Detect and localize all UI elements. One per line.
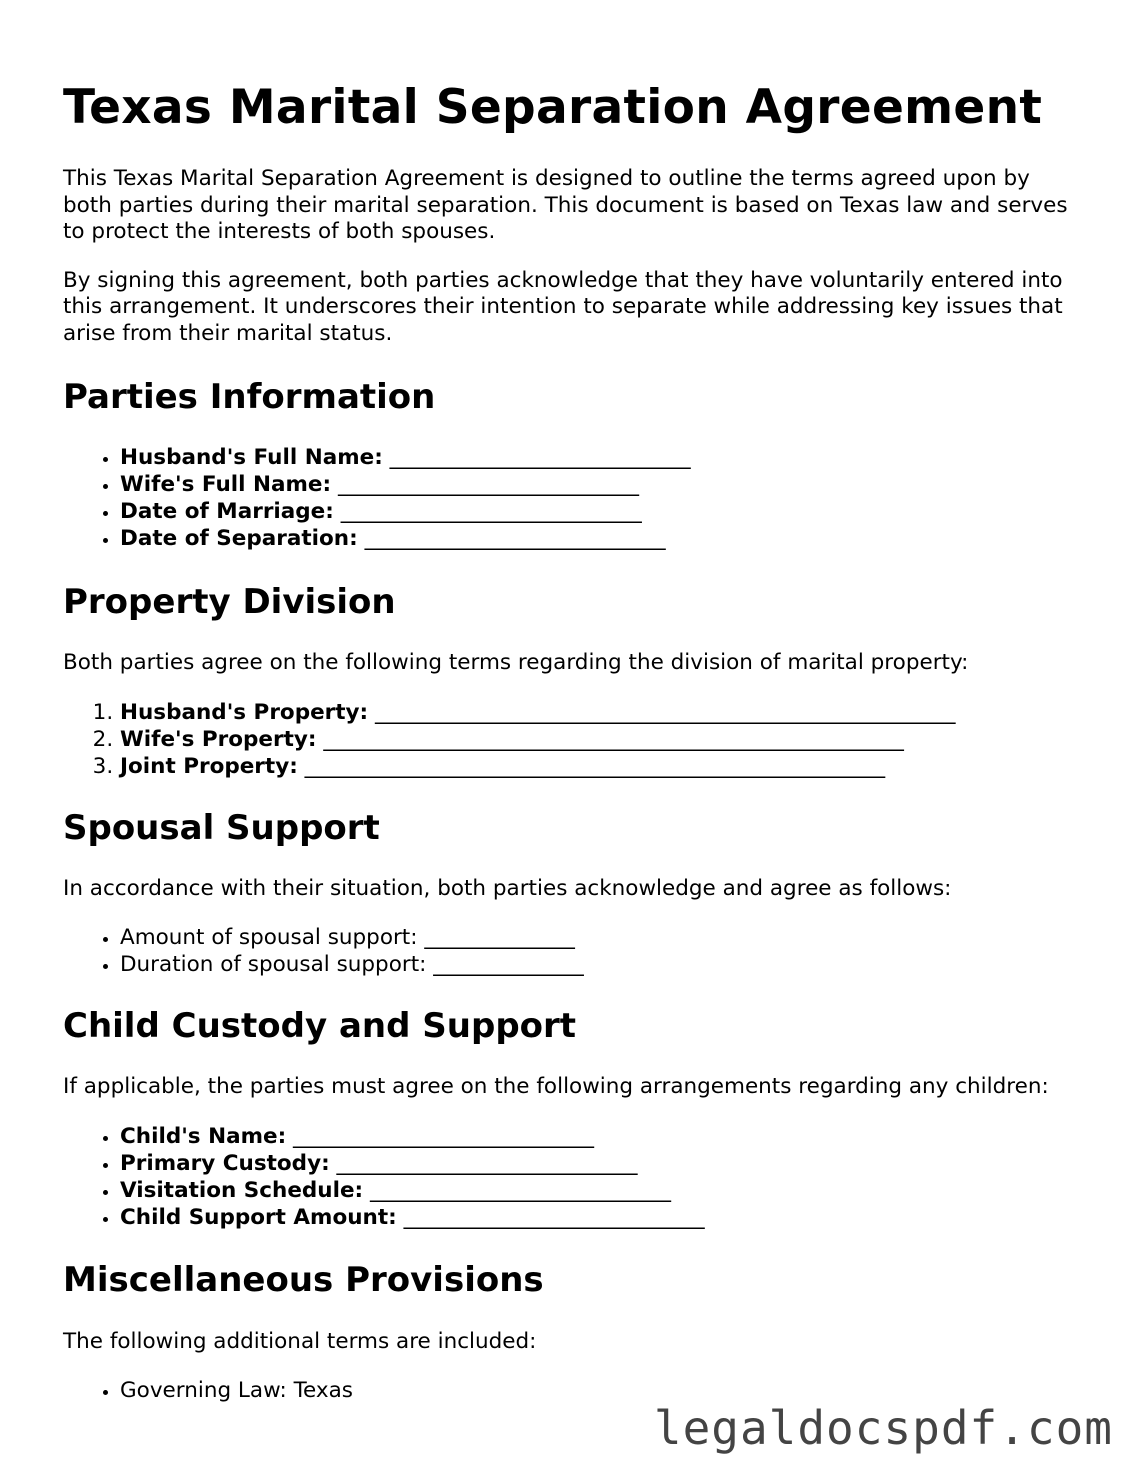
section-heading-miscellaneous: Miscellaneous Provisions	[63, 1259, 544, 1300]
watermark: legaldocspdf.com	[653, 1401, 1113, 1455]
blank-line: ____________________________	[364, 526, 666, 551]
section-heading-property: Property Division	[63, 582, 396, 622]
blank-line: ____________________________	[336, 1150, 638, 1176]
child-list	[63, 1123, 1083, 1231]
list-item: • Amount of spousal support: ______________	[120, 924, 1083, 951]
list-item	[120, 1150, 1083, 1177]
field-label: Husband's Full Name:	[120, 445, 383, 470]
blank-line: ____________________________	[340, 499, 642, 524]
field-label: Primary Custody:	[120, 1150, 330, 1176]
list-item	[120, 1204, 1083, 1231]
list-item	[120, 726, 1083, 753]
field-label: Visitation Schedule:	[120, 1177, 364, 1203]
section-heading-parties: Parties Information	[63, 377, 436, 417]
blank-line: ______________________________________________________	[323, 726, 904, 752]
blank-line: ______________________________________________________	[375, 699, 956, 725]
field-label: Date of Marriage:	[120, 499, 334, 524]
intro-paragraph-2: By signing this agreement, both parties acknowledge that they have voluntarily entered into this arrangement. It underscores their intention to separate while addressing key issues that arise from their marital status.	[63, 267, 1063, 346]
blank-line: ____________________________	[293, 1123, 595, 1149]
list-item: • Governing Law: Texas	[120, 1377, 1083, 1404]
property-list	[63, 699, 1083, 780]
document-title: Texas Marital Separation Agreement	[63, 80, 1043, 135]
field-label: Child Support Amount:	[120, 1204, 397, 1230]
blank-line: ______________________________________________________	[304, 753, 886, 779]
list-item	[120, 471, 1083, 498]
intro-paragraph-1: This Texas Marital Separation Agreement is designed to outline the terms agreed upon by both parties during their marital separation. This document is based on Texas law and serves to protect the interests of both spouses.	[63, 166, 1068, 244]
field-label: Wife's Property:	[120, 726, 317, 752]
list-item: • Duration of spousal support: ______________	[120, 951, 1083, 978]
list-item	[120, 753, 1083, 780]
list-item	[120, 699, 1083, 726]
list-item	[120, 498, 1083, 525]
list-item	[120, 1123, 1083, 1150]
field-label: Date of Separation:	[120, 526, 358, 551]
field-label: Husband's Property:	[120, 699, 369, 725]
child-paragraph: If applicable, the parties must agree on the following arrangements regarding any children:	[63, 1074, 1049, 1099]
field-label: Child's Name:	[120, 1123, 287, 1149]
parties-list	[63, 444, 1083, 552]
section-heading-spousal-support: Spousal Support	[63, 807, 380, 848]
document-page	[63, 80, 1083, 1404]
spousal-paragraph: In accordance with their situation, both parties acknowledge and agree as follows:	[63, 875, 952, 901]
spousal-list	[63, 924, 1083, 978]
section-heading-child-custody: Child Custody and Support	[63, 1006, 577, 1046]
list-item	[120, 1177, 1083, 1204]
blank-line: ____________________________	[370, 1177, 671, 1203]
blank-line: ____________________________	[389, 445, 691, 470]
property-paragraph: Both parties agree on the following terms regarding the division of marital property:	[63, 650, 969, 675]
blank-line: ____________________________	[403, 1204, 705, 1230]
list-item	[120, 525, 1083, 552]
blank-line: ____________________________	[337, 472, 639, 497]
list-item	[120, 444, 1083, 471]
field-label: Joint Property:	[120, 753, 298, 779]
field-label: Wife's Full Name:	[120, 472, 332, 497]
misc-paragraph: The following additional terms are included:	[63, 1328, 537, 1354]
